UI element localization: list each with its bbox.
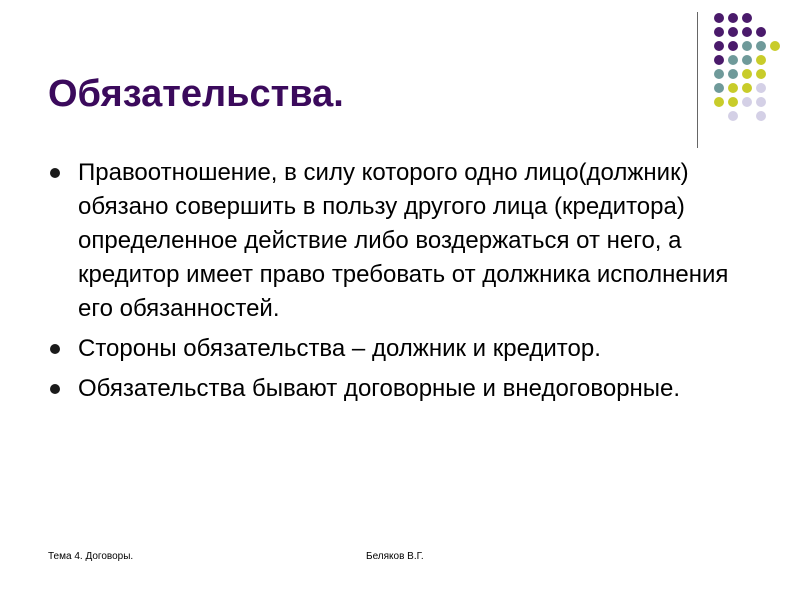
decorative-divider-line xyxy=(697,12,698,148)
decorative-dot xyxy=(742,55,752,65)
decorative-dot xyxy=(728,13,738,23)
bullet-item xyxy=(48,372,748,406)
decorative-dot xyxy=(742,27,752,37)
bullet-list xyxy=(48,156,748,412)
bullet-item xyxy=(48,156,748,326)
bullet-text: Обязательства бывают договорные и внедоговорные. xyxy=(78,375,681,402)
bullet-text: Правоотношение, в силу которого одно лицо(должник) обязано совершить в пользу другого лица (кредитора) определенное действие либо воздержаться от него, а кредитор имеет право требовать от должника исполнения его обязанностей. xyxy=(78,159,729,322)
footer-topic: Тема 4. Договоры. xyxy=(48,551,134,562)
decorative-dot xyxy=(714,83,724,93)
decorative-dot xyxy=(756,27,766,37)
decorative-dot xyxy=(728,111,738,121)
decorative-dot xyxy=(742,13,752,23)
decorative-dot xyxy=(742,83,752,93)
decorative-dot xyxy=(728,83,738,93)
decorative-dot-grid xyxy=(712,12,792,132)
decorative-dot xyxy=(770,41,780,51)
decorative-dot xyxy=(756,83,766,93)
decorative-dot xyxy=(742,97,752,107)
decorative-dot xyxy=(714,97,724,107)
bullet-item xyxy=(48,332,748,366)
decorative-dot xyxy=(742,69,752,79)
decorative-dot xyxy=(728,27,738,37)
decorative-dot xyxy=(714,55,724,65)
decorative-dot xyxy=(756,111,766,121)
decorative-dot xyxy=(714,41,724,51)
bullet-dot-icon xyxy=(50,384,60,394)
footer-author: Беляков В.Г. xyxy=(366,551,424,562)
bullet-dot-icon xyxy=(50,344,60,354)
decorative-dot xyxy=(714,27,724,37)
decorative-dot xyxy=(714,69,724,79)
decorative-dot xyxy=(728,97,738,107)
decorative-dot xyxy=(756,55,766,65)
decorative-dot xyxy=(714,13,724,23)
decorative-dot xyxy=(756,41,766,51)
decorative-dot xyxy=(756,97,766,107)
decorative-dot xyxy=(728,41,738,51)
decorative-dot xyxy=(756,69,766,79)
decorative-dot xyxy=(728,55,738,65)
bullet-text: Стороны обязательства – должник и кредитор. xyxy=(78,335,601,362)
decorative-dot xyxy=(728,69,738,79)
bullet-dot-icon xyxy=(50,168,60,178)
slide-title: Обязательства. xyxy=(48,73,344,115)
decorative-dot xyxy=(742,41,752,51)
